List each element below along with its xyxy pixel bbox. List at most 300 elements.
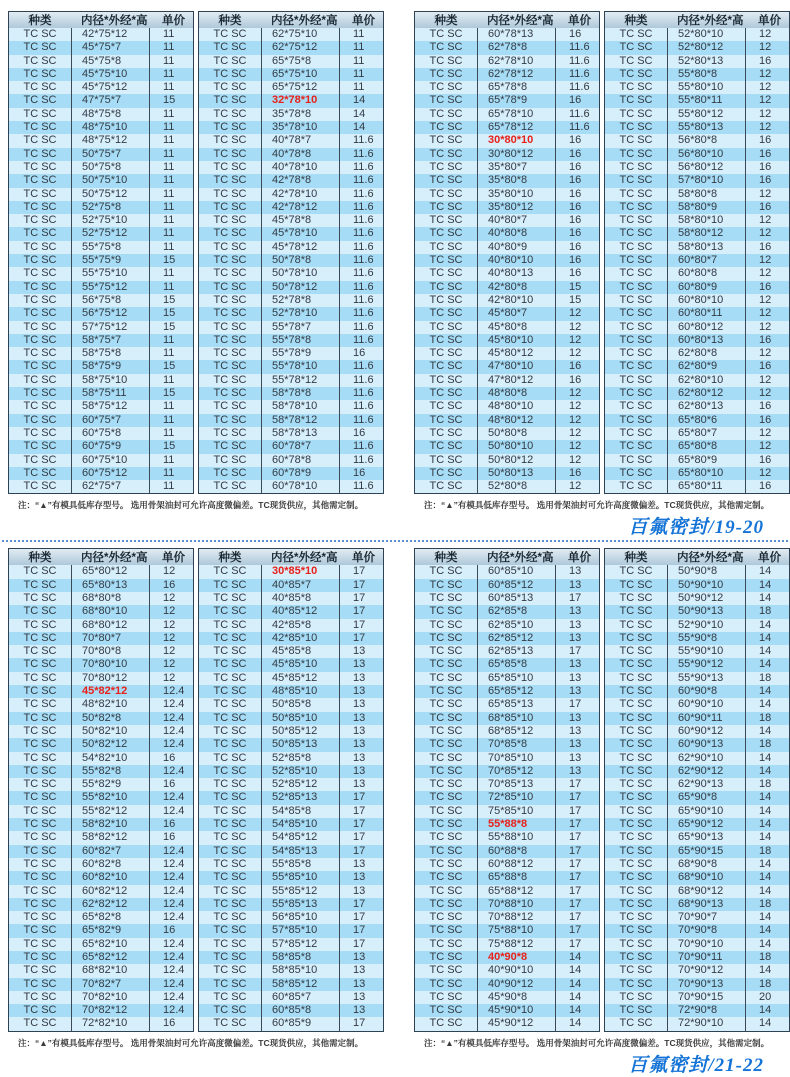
type-cell: TC SC	[23, 698, 57, 711]
price-cell: 17	[555, 858, 599, 871]
price-cell: 11.6	[339, 241, 383, 254]
type-cell: TC SC	[619, 631, 653, 644]
table-row	[415, 307, 599, 320]
table-row	[415, 68, 599, 81]
price-cell: 14	[745, 1017, 789, 1030]
table-row	[9, 619, 193, 632]
price-cell: 16	[555, 241, 599, 254]
price-cell: 11.6	[339, 201, 383, 214]
price-cell: 15	[149, 440, 193, 453]
price-cell: 14	[745, 924, 789, 937]
table-row	[9, 440, 193, 453]
spec-cell: 58*78*12	[261, 414, 339, 427]
price-cell: 16	[745, 148, 789, 161]
table-row	[9, 831, 193, 844]
table-row	[415, 725, 599, 738]
price-cell: 11.6	[339, 174, 383, 187]
spec-cell: 42*78*10	[261, 188, 339, 201]
price-cell: 13	[339, 672, 383, 685]
type-cell: TC SC	[213, 413, 247, 426]
spec-cell: 65*90*12	[667, 818, 745, 831]
spec-cell: 60*75*10	[71, 454, 149, 467]
type-cell: TC SC	[213, 937, 247, 950]
type-cell: TC SC	[429, 360, 463, 373]
type-cell: TC SC	[619, 94, 653, 107]
table-row	[199, 752, 383, 765]
table-row	[415, 41, 599, 54]
spec-cell: 60*88*8	[477, 845, 555, 858]
price-cell: 14	[745, 858, 789, 871]
price-cell: 17	[339, 1017, 383, 1030]
spec-cell: 62*78*10	[477, 55, 555, 68]
type-cell: TC SC	[213, 67, 247, 80]
table-row	[605, 685, 789, 698]
type-cell: TC SC	[429, 67, 463, 80]
price-cell: 11.6	[339, 414, 383, 427]
price-cell: 13	[555, 605, 599, 618]
price-cell: 11.6	[339, 148, 383, 161]
type-cell: TC SC	[429, 187, 463, 200]
type-cell: TC SC	[213, 711, 247, 724]
type-cell: TC SC	[213, 764, 247, 777]
price-cell: 11	[149, 68, 193, 81]
table-row	[199, 672, 383, 685]
price-cell: 13	[339, 951, 383, 964]
spec-cell: 60*82*12	[71, 885, 149, 898]
type-cell: TC SC	[619, 147, 653, 160]
price-cell: 18	[745, 672, 789, 685]
spec-cell: 50*80*8	[477, 427, 555, 440]
type-cell: TC SC	[619, 426, 653, 439]
table-row	[415, 778, 599, 791]
spec-cell: 55*75*8	[71, 241, 149, 254]
type-cell: TC SC	[213, 844, 247, 857]
table-row	[9, 924, 193, 937]
table-row	[199, 41, 383, 54]
price-cell: 12	[745, 81, 789, 94]
table-row	[9, 978, 193, 991]
table-row	[9, 818, 193, 831]
type-cell: TC SC	[23, 804, 57, 817]
price-cell: 16	[149, 1017, 193, 1030]
price-cell: 14	[745, 685, 789, 698]
table-row	[415, 605, 599, 618]
price-cell: 15	[149, 254, 193, 267]
table-row	[605, 1004, 789, 1017]
spec-cell: 70*85*12	[477, 765, 555, 778]
type-cell: TC SC	[429, 871, 463, 884]
price-cell: 14	[339, 121, 383, 134]
price-cell: 13	[555, 619, 599, 632]
table-row	[415, 871, 599, 884]
type-cell: TC SC	[23, 280, 57, 293]
spec-cell: 70*90*15	[667, 991, 745, 1004]
table-row	[9, 951, 193, 964]
table-row	[9, 307, 193, 320]
type-cell: TC SC	[619, 937, 653, 950]
spec-cell: 65*90*10	[667, 805, 745, 818]
price-cell: 17	[339, 632, 383, 645]
price-cell: 15	[555, 294, 599, 307]
type-cell: TC SC	[619, 320, 653, 333]
price-cell: 11	[149, 374, 193, 387]
table-row	[415, 951, 599, 964]
spec-cell: 65*80*8	[667, 440, 745, 453]
table-row	[415, 267, 599, 280]
price-cell: 12.4	[149, 898, 193, 911]
table-row	[199, 148, 383, 161]
price-cell: 11	[149, 347, 193, 360]
table-row	[9, 201, 193, 214]
spec-cell: 65*82*10	[71, 938, 149, 951]
type-cell: TC SC	[213, 440, 247, 453]
price-cell: 14	[555, 978, 599, 991]
table-row	[9, 254, 193, 267]
price-cell: 11	[149, 28, 193, 41]
spec-cell: 47*80*10	[477, 360, 555, 373]
price-cell: 14	[745, 791, 789, 804]
type-cell: TC SC	[213, 254, 247, 267]
price-cell: 14	[745, 632, 789, 645]
spec-cell: 58*85*8	[261, 951, 339, 964]
price-cell: 12	[745, 121, 789, 134]
spec-cell: 55*78*10	[261, 360, 339, 373]
price-cell: 11.6	[555, 68, 599, 81]
type-cell: TC SC	[619, 990, 653, 1003]
spec-cell-highlighted: 40*90*8	[477, 951, 555, 964]
type-cell: TC SC	[213, 280, 247, 293]
table-row	[605, 738, 789, 751]
table-row	[199, 241, 383, 254]
table-row	[415, 55, 599, 68]
table-row	[199, 951, 383, 964]
price-cell: 17	[339, 592, 383, 605]
table-row	[9, 738, 193, 751]
type-cell: TC SC	[213, 618, 247, 631]
table-row	[415, 645, 599, 658]
spec-cell: 65*80*12	[71, 565, 149, 578]
type-cell: TC SC	[619, 671, 653, 684]
price-cell: 14	[745, 645, 789, 658]
table-row	[605, 387, 789, 400]
type-cell: TC SC	[23, 121, 57, 134]
table-row	[9, 174, 193, 187]
type-cell: TC SC	[213, 685, 247, 698]
type-cell: TC SC	[23, 134, 57, 147]
type-cell: TC SC	[213, 990, 247, 1003]
price-cell: 17	[339, 898, 383, 911]
spec-cell: 35*80*12	[477, 201, 555, 214]
price-cell: 11.6	[555, 108, 599, 121]
type-cell: TC SC	[213, 724, 247, 737]
spec-cell: 52*75*8	[71, 201, 149, 214]
type-cell: TC SC	[429, 293, 463, 306]
table-header-row	[9, 12, 193, 28]
table-row	[605, 81, 789, 94]
table-row	[9, 565, 193, 578]
table-row	[199, 94, 383, 107]
spec-cell: 70*80*10	[71, 658, 149, 671]
spec-cell: 40*85*7	[261, 579, 339, 592]
price-cell: 14	[745, 619, 789, 632]
price-cell: 11	[339, 28, 383, 41]
table-row	[415, 991, 599, 1004]
table-row	[9, 991, 193, 1004]
type-cell: TC SC	[213, 200, 247, 213]
type-cell: TC SC	[429, 440, 463, 453]
type-cell: TC SC	[429, 480, 463, 493]
table-row	[605, 148, 789, 161]
type-cell: TC SC	[23, 373, 57, 386]
type-cell: TC SC	[23, 267, 57, 280]
type-cell: TC SC	[213, 134, 247, 147]
table-header-row	[605, 549, 789, 565]
price-cell: 17	[555, 938, 599, 951]
table-row	[9, 427, 193, 440]
type-cell: TC SC	[23, 937, 57, 950]
price-cell: 12.4	[149, 738, 193, 751]
table-row	[605, 791, 789, 804]
table-row	[199, 791, 383, 804]
spec-cell: 55*82*8	[71, 765, 149, 778]
spec-cell: 65*90*13	[667, 831, 745, 844]
table-row	[605, 427, 789, 440]
spec-cell: 58*78*8	[261, 387, 339, 400]
table-row	[415, 427, 599, 440]
price-cell: 17	[555, 698, 599, 711]
table-row	[605, 400, 789, 413]
price-cell: 17	[555, 805, 599, 818]
type-cell: TC SC	[619, 81, 653, 94]
price-cell: 12	[745, 294, 789, 307]
type-cell: TC SC	[619, 214, 653, 227]
type-cell: TC SC	[619, 254, 653, 267]
spec-cell: 35*78*10	[261, 121, 339, 134]
spec-cell: 55*90*8	[667, 632, 745, 645]
price-cell: 12	[149, 619, 193, 632]
type-cell: TC SC	[23, 685, 57, 698]
table-row	[415, 360, 599, 373]
price-cell: 12.4	[149, 978, 193, 991]
table-row	[605, 267, 789, 280]
type-cell: TC SC	[619, 724, 653, 737]
footnote: 注：“▲”有模具低库存型号。 选用骨架油封可允许高度微偏差。TC现货供应，其他需定制。	[18, 1037, 364, 1048]
price-cell: 13	[339, 1004, 383, 1017]
spec-cell: 62*80*8	[667, 347, 745, 360]
type-cell: TC SC	[23, 94, 57, 107]
spec-cell: 68*90*8	[667, 858, 745, 871]
table-row	[9, 134, 193, 147]
table-row	[415, 592, 599, 605]
table-row	[199, 387, 383, 400]
table-row	[9, 148, 193, 161]
spec-cell: 55*90*10	[667, 645, 745, 658]
spec-cell: 57*85*12	[261, 938, 339, 951]
table-row	[199, 978, 383, 991]
spec-cell: 60*85*9	[261, 1017, 339, 1030]
type-cell: TC SC	[23, 791, 57, 804]
column-header: 内径*外经*高	[271, 15, 338, 27]
price-cell: 17	[555, 845, 599, 858]
table-row	[9, 267, 193, 280]
price-cell: 13	[555, 632, 599, 645]
type-cell: TC SC	[429, 578, 463, 591]
price-cell: 15	[149, 294, 193, 307]
price-cell: 11	[149, 414, 193, 427]
type-cell: TC SC	[23, 360, 57, 373]
spec-cell: 30*80*12	[477, 148, 555, 161]
table-row	[605, 778, 789, 791]
type-cell: TC SC	[23, 320, 57, 333]
spec-cell: 50*82*10	[71, 725, 149, 738]
spec-cell: 48*80*12	[477, 414, 555, 427]
type-cell: TC SC	[619, 174, 653, 187]
price-cell: 15	[555, 281, 599, 294]
price-cell: 12	[745, 254, 789, 267]
table-row	[415, 28, 599, 41]
spec-cell: 58*75*7	[71, 334, 149, 347]
price-cell: 14	[555, 951, 599, 964]
table-row	[415, 658, 599, 671]
table-row	[9, 605, 193, 618]
price-cell: 13	[555, 752, 599, 765]
spec-cell: 52*85*12	[261, 778, 339, 791]
type-cell: TC SC	[429, 54, 463, 67]
type-cell: TC SC	[429, 764, 463, 777]
spec-cell: 75*85*10	[477, 805, 555, 818]
footnote: 注：“▲”有模具低库存型号。 选用骨架油封可允许高度微偏差。TC现货供应，其他需定制。	[424, 1037, 770, 1048]
spec-cell: 55*78*9	[261, 347, 339, 360]
type-cell: TC SC	[619, 28, 653, 40]
price-cell: 11.6	[339, 307, 383, 320]
table-row	[605, 227, 789, 240]
spec-cell: 52*75*12	[71, 227, 149, 240]
price-cell: 17	[339, 605, 383, 618]
spec-cell: 68*90*12	[667, 885, 745, 898]
price-cell: 14	[745, 1004, 789, 1017]
type-cell: TC SC	[429, 964, 463, 977]
spec-cell: 52*85*10	[261, 765, 339, 778]
table-row	[9, 387, 193, 400]
type-cell: TC SC	[213, 41, 247, 54]
price-cell: 11	[149, 55, 193, 68]
price-cell: 11	[149, 334, 193, 347]
price-cell: 14	[745, 752, 789, 765]
price-cell: 14	[745, 592, 789, 605]
price-cell: 11	[149, 454, 193, 467]
spec-cell: 65*78*8	[477, 81, 555, 94]
type-cell: TC SC	[23, 645, 57, 658]
spec-cell: 45*80*7	[477, 307, 555, 320]
type-cell: TC SC	[213, 591, 247, 604]
table-row	[605, 951, 789, 964]
price-cell: 15	[149, 360, 193, 373]
spec-cell: 57*80*10	[667, 174, 745, 187]
table-header-row	[199, 549, 383, 565]
table-row	[199, 938, 383, 951]
price-cell: 14	[745, 579, 789, 592]
table-row	[199, 55, 383, 68]
type-cell: TC SC	[429, 618, 463, 631]
type-cell: TC SC	[213, 884, 247, 897]
spec-cell: 58*80*12	[667, 227, 745, 240]
table-row	[415, 321, 599, 334]
table-row	[415, 632, 599, 645]
table-row	[199, 698, 383, 711]
spec-cell: 54*85*10	[261, 818, 339, 831]
spec-cell: 65*75*10	[261, 68, 339, 81]
table-row	[199, 765, 383, 778]
spec-cell: 57*75*12	[71, 321, 149, 334]
table-row	[415, 454, 599, 467]
table-row	[415, 858, 599, 871]
table-row	[605, 55, 789, 68]
tables-grid-top	[0, 11, 790, 511]
table-row	[415, 911, 599, 924]
price-cell: 11	[149, 81, 193, 94]
price-cell: 11	[339, 81, 383, 94]
footnote: 注：“▲”有模具低库存型号。 选用骨架油封可允许高度微偏差。TC现货供应，其他需定制。	[18, 500, 364, 511]
table-row	[199, 28, 383, 41]
type-cell: TC SC	[619, 698, 653, 711]
table-row	[9, 871, 193, 884]
table-row	[605, 565, 789, 578]
table-row	[605, 28, 789, 41]
table-row	[199, 658, 383, 671]
price-cell: 13	[339, 991, 383, 1004]
price-cell: 12	[149, 658, 193, 671]
type-cell: TC SC	[619, 857, 653, 870]
spec-cell: 52*80*13	[667, 55, 745, 68]
spec-cell: 58*80*8	[667, 188, 745, 201]
type-cell: TC SC	[429, 711, 463, 724]
table-row	[199, 400, 383, 413]
spec-cell: 40*80*13	[477, 267, 555, 280]
table-row	[605, 831, 789, 844]
spec-cell-highlighted: 30*85*10	[261, 565, 339, 578]
spec-cell: 65*85*10	[477, 672, 555, 685]
price-cell: 12.4	[149, 951, 193, 964]
spec-cell: 55*78*12	[261, 374, 339, 387]
spec-cell: 58*78*10	[261, 400, 339, 413]
spec-cell: 65*82*12	[71, 951, 149, 964]
table-row	[605, 805, 789, 818]
type-cell: TC SC	[429, 751, 463, 764]
price-cell: 11	[149, 267, 193, 280]
spec-cell: 55*75*9	[71, 254, 149, 267]
type-cell: TC SC	[429, 214, 463, 227]
type-cell: TC SC	[213, 831, 247, 844]
price-cell: 17	[555, 924, 599, 937]
table-row	[605, 414, 789, 427]
table-row	[199, 831, 383, 844]
price-cell: 17	[339, 791, 383, 804]
type-cell: TC SC	[429, 160, 463, 173]
table-row	[605, 1017, 789, 1030]
spec-cell: 40*80*10	[477, 254, 555, 267]
price-cell: 12	[745, 387, 789, 400]
table-row	[415, 885, 599, 898]
price-cell: 16	[745, 454, 789, 467]
spec-cell: 55*75*12	[71, 281, 149, 294]
type-cell: TC SC	[23, 81, 57, 94]
spec-cell: 60*90*10	[667, 698, 745, 711]
type-cell: TC SC	[23, 67, 57, 80]
spec-cell: 60*85*10	[477, 565, 555, 578]
spec-cell: 50*80*13	[477, 467, 555, 480]
spec-cell: 65*88*8	[477, 871, 555, 884]
column-header: 单价	[162, 15, 185, 27]
